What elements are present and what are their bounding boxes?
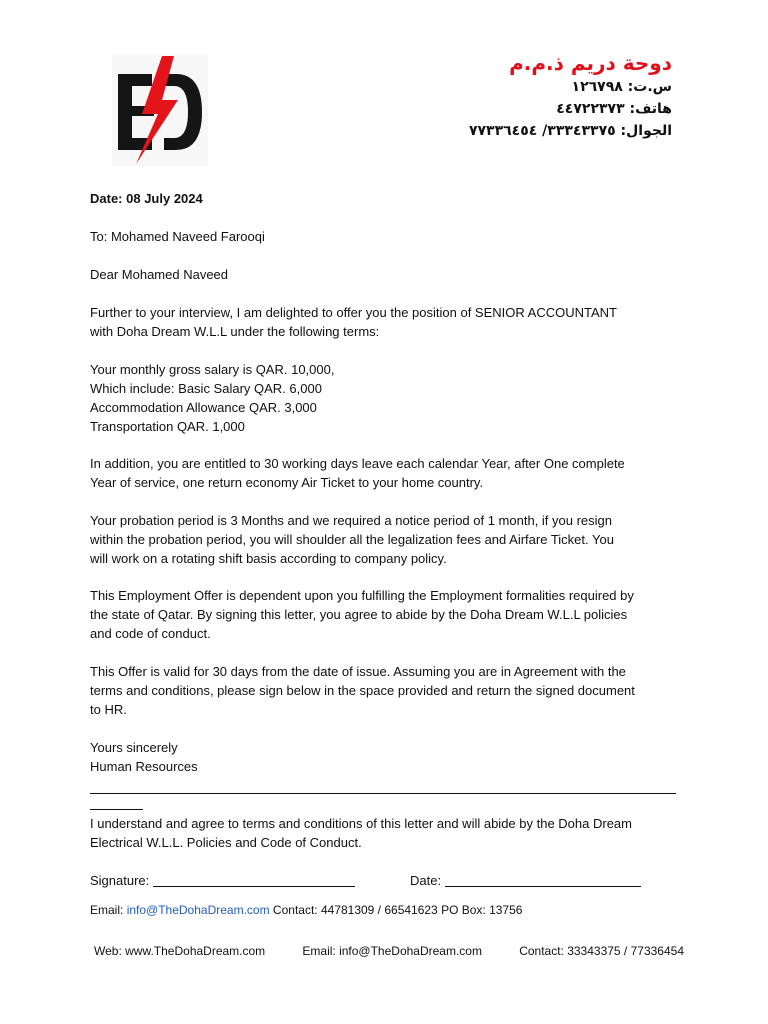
footer-email: Email: info@TheDohaDream.com	[302, 944, 482, 958]
date-blank[interactable]	[445, 871, 641, 887]
contact-email-link[interactable]: info@TheDohaDream.com	[126, 903, 270, 917]
paragraph-leave: In addition, you are entitled to 30 working days leave each calendar Year, after One complete Year of service, one return economy Air Ticket to your home country.	[90, 456, 625, 490]
letter-salutation: Dear Mohamed Naveed	[90, 267, 229, 282]
company-name-arabic: دوحة دريم ذ.م.م	[509, 51, 672, 75]
divider-line-continued	[90, 809, 143, 810]
company-header-arabic	[469, 50, 672, 142]
page-footer	[94, 943, 684, 960]
paragraph-offer: Further to your interview, I am delighted to offer you the position of SENIOR ACCOUNTANT with Doha Dream W.L.L under the following terms:	[90, 305, 617, 339]
footer-contact: Contact: 33343375 / 77336454	[519, 944, 684, 958]
commercial-registration: س.ت: ١٢٦٧٩٨	[571, 79, 672, 95]
letter-date: Date: 08 July 2024	[90, 191, 203, 206]
mobile-arabic: الجوال: ٣٣٣٤٣٣٧٥/ ٧٧٣٣٦٤٥٤	[468, 123, 672, 139]
contact-line	[90, 902, 522, 919]
date-field[interactable]	[410, 871, 641, 890]
company-logo	[112, 54, 208, 166]
signature-field[interactable]	[90, 871, 355, 890]
divider-line	[90, 793, 676, 794]
phone-arabic: هاتف: ٤٤٧٢٢٣٧٣	[556, 101, 672, 117]
paragraph-formalities: This Employment Offer is dependent upon you fulfilling the Employment formalities required by the state of Qatar. By signing this letter, you agree to abide by the Doha Dream W.L.L policies and code of conduct.	[90, 588, 634, 641]
letter-recipient: To: Mohamed Naveed Farooqi	[90, 229, 265, 244]
footer-web: Web: www.TheDohaDream.com	[94, 944, 266, 958]
paragraph-probation: Your probation period is 3 Months and we required a notice period of 1 month, if you resign within the probation period, you will shoulder all the legalization fees and Airfare Ticket. You will work on a rotating shift basis according to company policy.	[90, 513, 614, 566]
signature-label: Signature:	[90, 873, 150, 888]
contact-email-label: Email:	[90, 903, 127, 917]
date-label: Date:	[410, 873, 442, 888]
contact-details: Contact: 44781309 / 66541623 PO Box: 13756	[269, 903, 523, 917]
paragraph-salary: Your monthly gross salary is QAR. 10,000, Which include: Basic Salary QAR. 6,000 Accommodation Allowance QAR. 3,000 Transportation QAR. 1,000	[90, 362, 335, 434]
acknowledgement-text: I understand and agree to terms and conditions of this letter and will abide by the Doha Dream Electrical W.L.L. Policies and Code of Conduct.	[90, 816, 632, 850]
paragraph-validity: This Offer is valid for 30 days from the date of issue. Assuming you are in Agreement with the terms and conditions, please sign below in the space provided and return the signed document to HR.	[90, 664, 635, 717]
letter-closing: Yours sincerely Human Resources	[90, 740, 198, 774]
signature-blank[interactable]	[153, 871, 355, 887]
